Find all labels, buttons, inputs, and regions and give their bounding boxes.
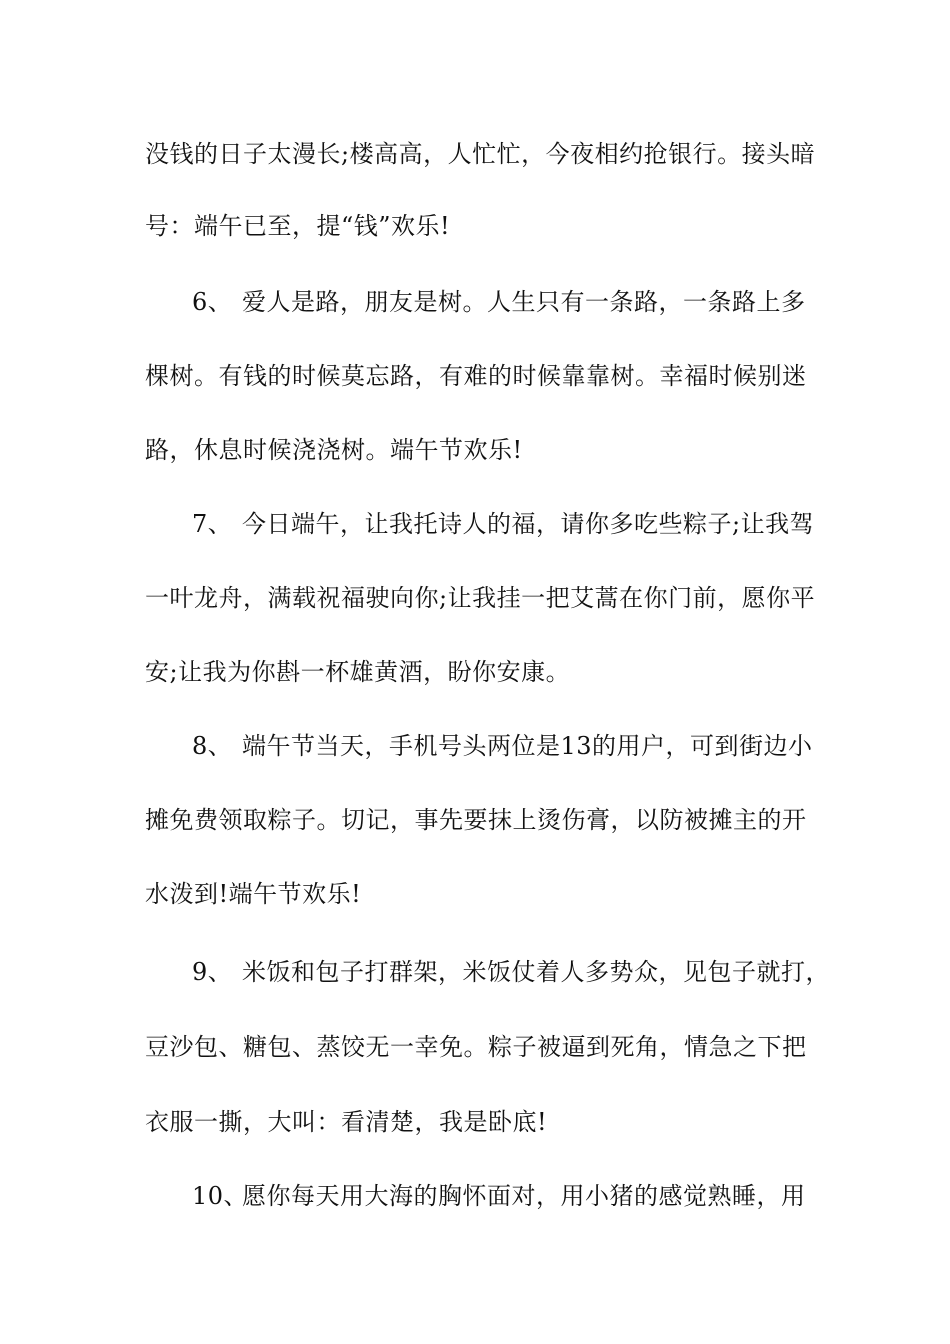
line-text: 摊免费领取粽子。切记，事先要抹上烫伤膏，以防被摊主的开 (145, 806, 807, 834)
item-number: 7、 (192, 510, 233, 538)
line-text: 衣服一撕，大叫：看清楚，我是卧底! (145, 1108, 548, 1136)
text-line (145, 1032, 825, 1062)
item-number: 10、 (192, 1182, 249, 1210)
line-text: 一叶龙舟，满载祝福驶向你;让我挂一把艾蒿在你门前，愿你平 (145, 584, 816, 612)
text-line (145, 435, 825, 465)
line-text: 路，休息时候浇浇树。端午节欢乐! (145, 436, 523, 464)
line-text: 爱人是路，朋友是树。人生只有一条路，一条路上多 (242, 288, 806, 316)
line-text: 端午节当天，手机号头两位是13的用户，可到街边小 (242, 732, 813, 760)
item-number: 8、 (192, 732, 233, 760)
line-text: 号：端午已至，提“钱”欢乐! (145, 212, 451, 240)
text-line (145, 805, 825, 835)
item-number: 6、 (192, 288, 233, 316)
line-text: 水泼到!端午节欢乐! (145, 880, 362, 908)
text-line (145, 879, 825, 909)
text-line (145, 1107, 825, 1137)
line-text: 棵树。有钱的时候莫忘路，有难的时候靠靠树。幸福时候别迷 (145, 362, 807, 390)
list-item-10 (145, 1181, 825, 1211)
list-item-8 (145, 731, 825, 761)
list-item-6 (145, 287, 825, 317)
text-line (145, 139, 825, 169)
line-text: 愿你每天用大海的胸怀面对，用小猪的感觉熟睡，用 (242, 1182, 806, 1210)
line-text: 豆沙包、糖包、蒸饺无一幸免。粽子被逼到死角，情急之下把 (145, 1033, 807, 1061)
text-line (145, 211, 825, 241)
line-text: 没钱的日子太漫长;楼高高，人忙忙，今夜相约抢银行。接头暗 (145, 140, 816, 168)
line-text: 米饭和包子打群架，米饭仗着人多势众，见包子就打， (242, 958, 830, 986)
line-text: 今日端午，让我托诗人的福，请你多吃些粽子;让我驾 (242, 510, 815, 538)
text-line (145, 583, 825, 613)
line-text: 安;让我为你斟一杯雄黄酒，盼你安康。 (145, 658, 571, 686)
text-line (145, 361, 825, 391)
list-item-9 (145, 957, 830, 987)
item-number: 9、 (192, 958, 233, 986)
list-item-7 (145, 509, 825, 539)
text-line (145, 657, 825, 687)
